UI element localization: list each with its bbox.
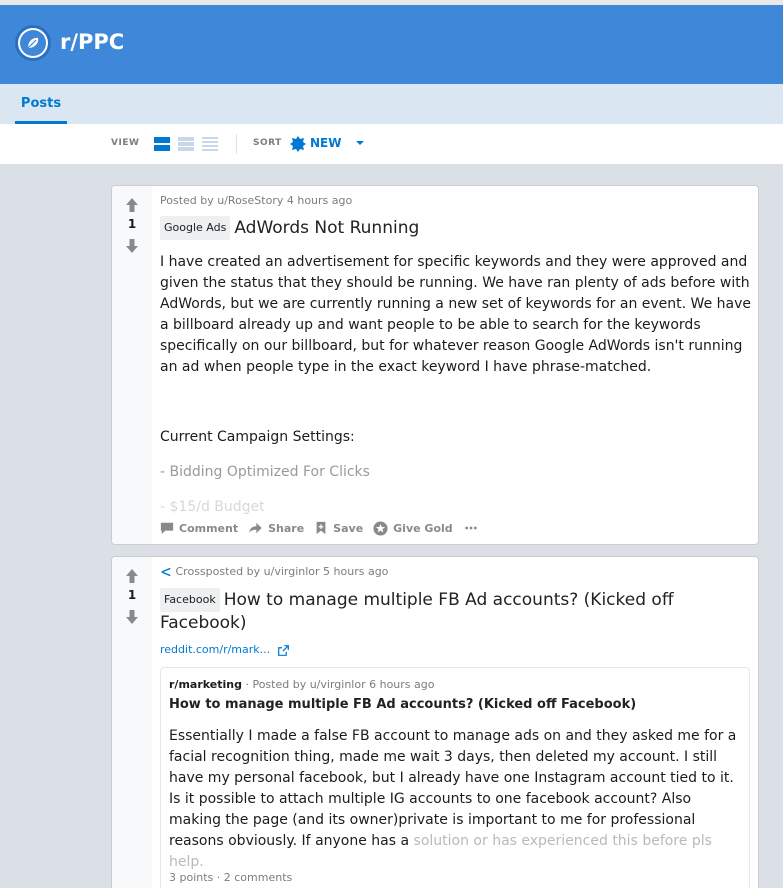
post-flair[interactable]: Google Ads <box>160 216 230 240</box>
post-title[interactable] <box>160 216 750 240</box>
subreddit-banner <box>0 5 783 84</box>
external-link-icon <box>278 645 289 656</box>
compact-view-icon[interactable] <box>202 136 218 152</box>
post-paragraph: - $15/d Budget <box>160 499 265 515</box>
sort-dropdown[interactable]: NEW <box>310 136 342 150</box>
post-score: 1 <box>127 588 137 602</box>
sort-label: SORT <box>253 138 282 148</box>
classic-view-icon[interactable] <box>178 136 194 152</box>
divider <box>236 134 237 154</box>
embed-title[interactable]: How to manage multiple FB Ad accounts? (Kicked off Facebook) <box>169 697 637 712</box>
post-score: 1 <box>127 217 137 231</box>
crosspost-meta-text[interactable]: Crossposted by u/virginlor 5 hours ago <box>175 565 389 578</box>
post-body <box>160 252 752 518</box>
post-title-text[interactable]: How to manage multiple FB Ad accounts? (Kicked off Facebook) <box>160 590 674 633</box>
post-title-text[interactable]: AdWords Not Running <box>234 218 420 238</box>
subreddit-icon[interactable] <box>15 25 51 61</box>
upvote-icon[interactable] <box>124 197 140 213</box>
embed-meta-text: · Posted by u/virginlor 6 hours ago <box>245 678 435 691</box>
post-flair[interactable]: Facebook <box>160 588 220 612</box>
card-view-icon[interactable] <box>154 136 170 152</box>
embed-body-text: Essentially I made a false FB account to manage ads on and they asked me for a facial recognition thing, made me wait 3 days, then deleted my account. I still have my personal facebook, but I already have one Instagram account tied to it. Is it possible to attach multiple IG accounts to one facebook account? Also making the page (and its owner)private is important to me for professional reasons obviously. If anyone has a <box>169 728 737 849</box>
comment-label: Comment <box>179 521 239 535</box>
downvote-icon[interactable] <box>124 238 140 254</box>
tab-posts[interactable]: Posts <box>15 84 67 124</box>
comment-button[interactable] <box>160 521 238 535</box>
external-link[interactable] <box>160 643 289 656</box>
ellipsis-icon <box>463 521 479 535</box>
give-gold-label: Give Gold <box>393 521 453 535</box>
save-label: Save <box>333 521 364 535</box>
post-paragraph: I have created an advertisement for specific keywords and they were approved and given the status that they should be running. We have ran plenty of ads before with AdWords, but we are currently running a new set of keywords for an event. We have a billboard already up and want people to be able to search for the keywords specifically on our billboard, but for whatever reason Google AdWords isn't running an ad when people type in the exact keyword I have phrase-matched. <box>160 254 751 375</box>
post-meta[interactable] <box>160 565 388 578</box>
sort-bar <box>0 124 783 164</box>
post-paragraph: - Bidding Optimized For Clicks <box>160 464 370 480</box>
vote-bar <box>112 557 152 888</box>
crosspost-icon <box>160 567 172 577</box>
new-sort-icon[interactable] <box>290 136 306 152</box>
post-meta[interactable]: Posted by u/RoseStory 4 hours ago <box>160 194 353 207</box>
post-card[interactable] <box>111 185 759 545</box>
chevron-down-icon[interactable] <box>356 141 364 145</box>
embed-body-fade: solution or has experienced this before pls help. <box>169 833 712 870</box>
share-label: Share <box>268 521 305 535</box>
share-button[interactable] <box>248 521 304 535</box>
comment-icon <box>160 521 174 535</box>
post-paragraph: Current Campaign Settings: <box>160 429 355 445</box>
view-label: VIEW <box>111 138 140 148</box>
embed-subreddit[interactable]: r/marketing <box>169 678 242 691</box>
vote-bar <box>112 186 152 544</box>
share-icon <box>248 521 263 535</box>
give-gold-button[interactable] <box>373 521 453 536</box>
link-text[interactable]: reddit.com/r/mark... <box>160 643 271 656</box>
subreddit-name[interactable]: r/PPC <box>60 30 125 54</box>
gold-award-icon <box>373 521 388 536</box>
leaf-icon <box>25 35 41 51</box>
embed-footer[interactable]: 3 points · 2 comments <box>169 871 293 884</box>
save-button[interactable] <box>314 521 363 535</box>
upvote-icon[interactable] <box>124 568 140 584</box>
tab-bar <box>0 84 783 124</box>
post-title[interactable] <box>160 588 750 634</box>
crosspost-embed[interactable] <box>160 667 750 888</box>
embed-meta <box>169 678 434 691</box>
embed-body <box>169 726 741 873</box>
bookmark-icon <box>314 521 328 535</box>
downvote-icon[interactable] <box>124 609 140 625</box>
post-actions <box>160 518 494 538</box>
more-options-button[interactable] <box>463 521 484 535</box>
post-card[interactable] <box>111 556 759 888</box>
